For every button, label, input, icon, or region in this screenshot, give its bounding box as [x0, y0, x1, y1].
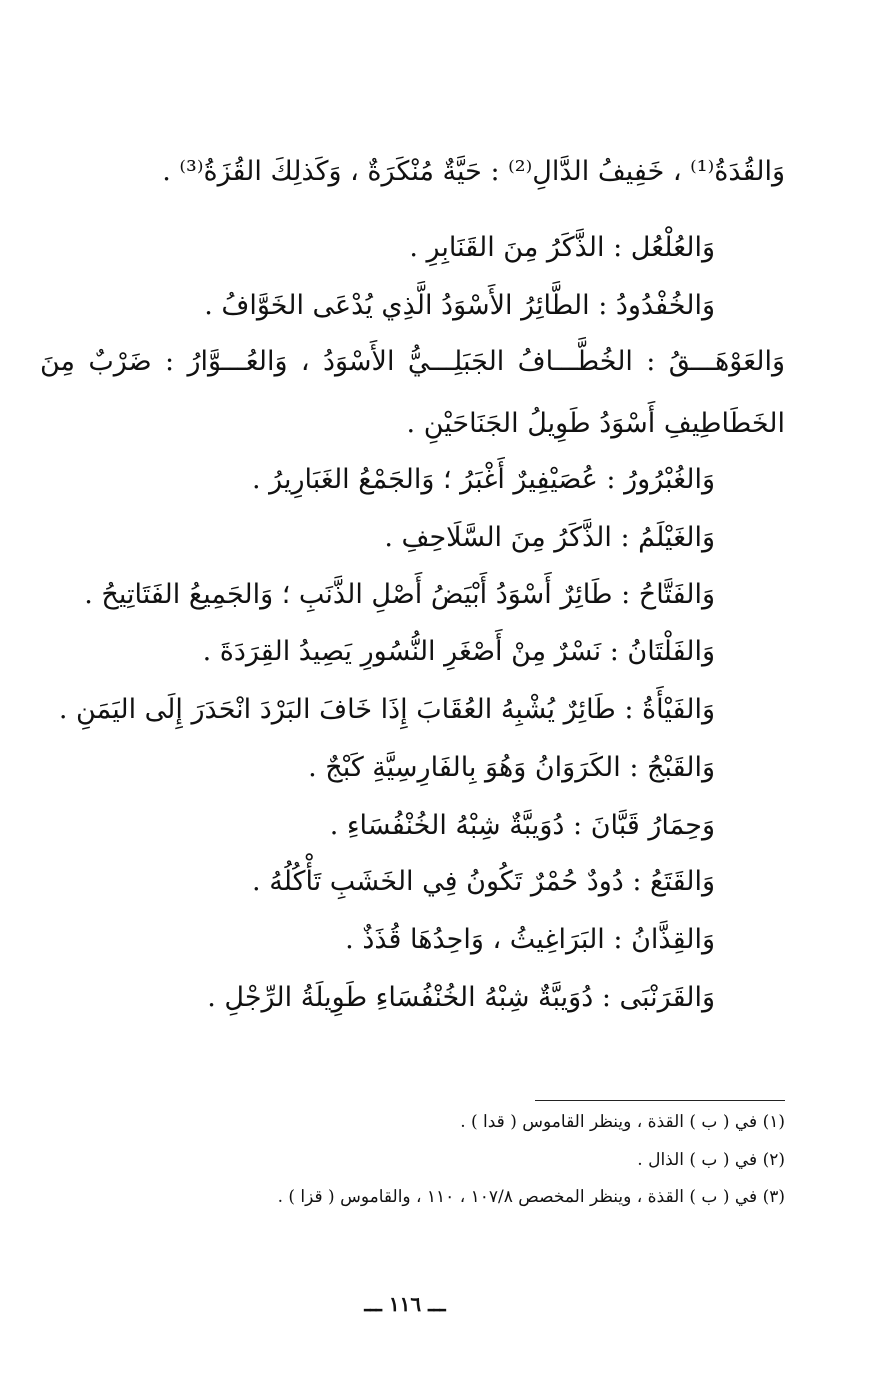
entry-line: وَحِمَارُ قَبَّانَ : دُوَيبَّةٌ شِبْهُ الخُنْفُسَاءِ .	[329, 810, 715, 841]
entry-line: وَالفَيْأَةُ : طَائِرٌ يُشْبِهُ العُقَابَ إِذَا خَافَ البَرْدَ انْحَدَرَ إِلَى اليَمَنِ .	[58, 694, 715, 725]
entry-line: وَالعُلْعُل : الذَّكَرُ مِنَ القَنَابِرِ .	[409, 232, 715, 263]
entry-line: وَالقَبْجُ : الكَرَوَانُ وَهُوَ بِالفَارِسِيَّةِ كَبْجٌ .	[308, 752, 715, 783]
entry-line: وَالغُبْرُورُ : عُصَيْفِيرٌ أَغْبَرُ ؛ وَالجَمْعُ الغَبَارِيرُ .	[251, 464, 715, 495]
entry-line: وَالقُدَةُ⁽¹⁾ ، خَفِيفُ الدَّالِ⁽²⁾ : حَيَّةٌ مُنْكَرَةٌ ، وَكَذلِكَ القُزَةُ⁽³⁾ .	[162, 156, 785, 187]
footnote: (٣) في ( ب ) القذة ، وينظر المخصص ١٠٧/٨ ، ١١٠ ، والقاموس ( قزا ) .	[277, 1187, 785, 1207]
entry-line: وَالخُفْدُودُ : الطَّائِرُ الأَسْوَدُ الَّذِي يُدْعَى الخَوَّافُ .	[204, 290, 715, 321]
entry-line: وَالغَيْلَمُ : الذَّكَرُ مِنَ السَّلَاحِفِ .	[384, 522, 715, 553]
footnote: (٢) في ( ب ) الذال .	[637, 1150, 785, 1170]
entry-line: الخَطَاطِيفِ أَسْوَدُ طَوِيلُ الجَنَاحَيْنِ .	[406, 408, 785, 439]
entry-line: وَالقَرَنْبَى : دُوَيبَّةٌ شِبْهُ الخُنْفُسَاءِ طَوِيلَةُ الرِّجْلِ .	[207, 982, 715, 1013]
footnote-divider	[535, 1100, 785, 1101]
page-number: ـــ ١١٦ ـــ	[364, 1292, 446, 1316]
entry-line: وَالفَتَّاحُ : طَائِرٌ أَسْوَدُ أَبْيَضُ أَصْلِ الذَّنَبِ ؛ وَالجَمِيعُ الفَتَاتِيحُ .	[84, 579, 715, 610]
entry-line: وَالفَلْتَانُ : نَسْرٌ مِنْ أَصْغَرِ النُّسُورِ يَصِيدُ القِرَدَةَ .	[202, 636, 715, 667]
footnote: (١) في ( ب ) القذة ، وينظر القاموس ( قدا ) .	[460, 1112, 785, 1132]
entry-line: وَالقِذَّانُ : البَرَاغِيثُ ، وَاحِدُهَا قُذَذٌ .	[345, 924, 715, 955]
entry-line: وَالعَوْهَـــقُ : الخُطَّـــافُ الجَبَلِـــيُّ الأَسْوَدُ ، وَالعُـــوَّارُ : ضَرْبٌ مِنَ	[40, 346, 785, 377]
entry-line: وَالقَتَعُ : دُودٌ حُمْرٌ تَكُونُ فِي الخَشَبِ تَأْكُلُهُ .	[252, 866, 715, 897]
